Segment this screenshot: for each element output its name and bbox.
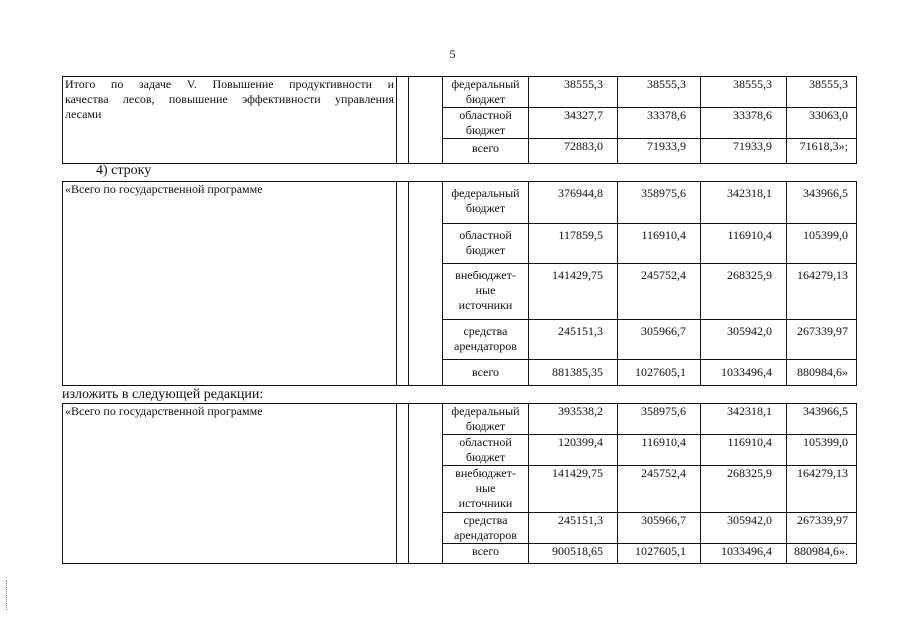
- value-cell: 38555,3: [618, 77, 701, 108]
- value-cell: 245752,4: [618, 466, 701, 513]
- value-cell: 268325,9: [701, 264, 787, 320]
- empty-column: [409, 404, 443, 564]
- value-cell: 38555,3: [787, 77, 857, 108]
- empty-column: [397, 404, 409, 564]
- value-cell: 881385,35: [529, 360, 618, 386]
- value-cell: 245151,3: [529, 320, 618, 360]
- funding-source: средства арендаторов: [443, 320, 529, 360]
- funding-source: внебюджет- ные источники: [443, 264, 529, 320]
- empty-column: [397, 182, 409, 386]
- program-total-new-table: [62, 403, 857, 564]
- funding-source: средства арендаторов: [443, 513, 529, 544]
- empty-column: [397, 77, 409, 164]
- value-cell: 268325,9: [701, 466, 787, 513]
- value-cell: 141429,75: [529, 264, 618, 320]
- value-cell: 33063,0: [787, 108, 857, 139]
- value-cell: 120399,4: [529, 435, 618, 466]
- value-cell: 116910,4: [701, 435, 787, 466]
- funding-source: федеральный бюджет: [443, 404, 529, 435]
- value-cell: 305966,7: [618, 320, 701, 360]
- funding-source: всего: [443, 544, 529, 564]
- value-cell: 72883,0: [529, 139, 618, 164]
- value-cell: 116910,4: [618, 224, 701, 264]
- value-cell: 141429,75: [529, 466, 618, 513]
- program-description: «Всего по государственной программе: [63, 404, 397, 564]
- value-cell: 245752,4: [618, 264, 701, 320]
- funding-source: федеральный бюджет: [443, 182, 529, 224]
- value-cell: 38555,3: [529, 77, 618, 108]
- value-cell: 267339,97: [787, 513, 857, 544]
- task-v-description: Итого по задаче V. Повышение продуктивности и качества лесов, повышение эффективности управления лесами: [63, 77, 397, 164]
- value-cell: 1027605,1: [618, 544, 701, 564]
- margin-mark: [6, 580, 8, 610]
- value-cell: 71933,9: [701, 139, 787, 164]
- page-number: 5: [449, 47, 456, 61]
- value-cell: 900518,65: [529, 544, 618, 564]
- value-cell: 343966,5: [787, 182, 857, 224]
- empty-column: [409, 182, 443, 386]
- replace-caption: изложить в следующей редакции:: [62, 387, 264, 402]
- value-cell: 1033496,4: [701, 544, 787, 564]
- value-cell: 267339,97: [787, 320, 857, 360]
- task-v-total-table: [62, 76, 857, 164]
- value-cell: 358975,6: [618, 182, 701, 224]
- program-total-old-table: [62, 181, 857, 386]
- empty-column: [409, 77, 443, 164]
- funding-source: областной бюджет: [443, 108, 529, 139]
- value-cell: 342318,1: [701, 182, 787, 224]
- funding-source: областной бюджет: [443, 224, 529, 264]
- value-cell: 305966,7: [618, 513, 701, 544]
- value-cell: 343966,5: [787, 404, 857, 435]
- funding-source: федеральный бюджет: [443, 77, 529, 108]
- value-cell: 71618,3»;: [787, 139, 857, 164]
- value-cell: 1033496,4: [701, 360, 787, 386]
- value-cell: 34327,7: [529, 108, 618, 139]
- program-description: «Всего по государственной программе: [63, 182, 397, 386]
- value-cell: 164279,13: [787, 466, 857, 513]
- value-cell: 880984,6»: [787, 360, 857, 386]
- value-cell: 164279,13: [787, 264, 857, 320]
- value-cell: 116910,4: [701, 224, 787, 264]
- value-cell: 105399,0: [787, 224, 857, 264]
- value-cell: 342318,1: [701, 404, 787, 435]
- value-cell: 116910,4: [618, 435, 701, 466]
- value-cell: 880984,6».: [787, 544, 857, 564]
- value-cell: 117859,5: [529, 224, 618, 264]
- value-cell: 38555,3: [701, 77, 787, 108]
- value-cell: 33378,6: [701, 108, 787, 139]
- row-caption: 4) строку: [96, 163, 152, 178]
- value-cell: 33378,6: [618, 108, 701, 139]
- value-cell: 305942,0: [701, 513, 787, 544]
- value-cell: 105399,0: [787, 435, 857, 466]
- funding-source: всего: [443, 139, 529, 164]
- value-cell: 305942,0: [701, 320, 787, 360]
- value-cell: 376944,8: [529, 182, 618, 224]
- value-cell: 393538,2: [529, 404, 618, 435]
- funding-source: областной бюджет: [443, 435, 529, 466]
- funding-source: внебюджет- ные источники: [443, 466, 529, 513]
- funding-source: всего: [443, 360, 529, 386]
- value-cell: 245151,3: [529, 513, 618, 544]
- value-cell: 358975,6: [618, 404, 701, 435]
- value-cell: 1027605,1: [618, 360, 701, 386]
- value-cell: 71933,9: [618, 139, 701, 164]
